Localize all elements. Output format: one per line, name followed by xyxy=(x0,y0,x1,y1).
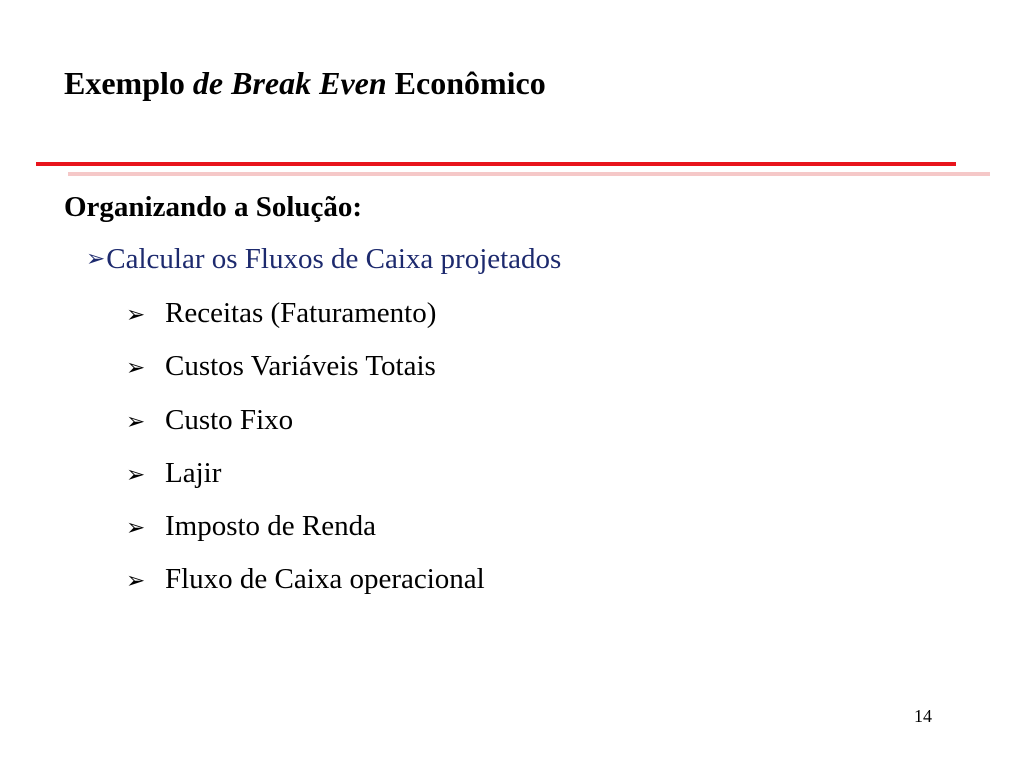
list-item-text: Fluxo de Caixa operacional xyxy=(165,563,485,596)
title-text-italic: de Break Even xyxy=(192,65,387,101)
title-divider xyxy=(36,162,956,166)
list-item-text: Imposto de Renda xyxy=(165,510,377,543)
level1-bullet-text: Calcular os Fluxos de Caixa projetados xyxy=(106,243,562,275)
arrow-bullet-icon: ➢ xyxy=(126,461,146,487)
list-item xyxy=(126,349,485,402)
list-item xyxy=(126,509,485,562)
arrow-bullet-icon: ➢ xyxy=(126,355,146,381)
section-heading: Organizando a Solução: xyxy=(64,191,363,223)
list-item-text: Lajir xyxy=(165,456,222,489)
arrow-bullet-icon: ➢ xyxy=(126,408,146,434)
level1-bullet-item xyxy=(86,242,561,277)
list-item-text: Custos Variáveis Totais xyxy=(165,350,436,383)
list-item xyxy=(126,296,485,349)
title-text-end: Econômico xyxy=(386,65,546,101)
arrow-bullet-icon: ➢ xyxy=(126,515,146,541)
title-divider-shadow xyxy=(68,172,990,176)
list-item xyxy=(126,456,485,509)
list-item-text: Receitas (Faturamento) xyxy=(165,297,437,329)
sub-bullet-list xyxy=(126,296,485,616)
arrow-bullet-icon: ➢ xyxy=(126,302,146,327)
slide-title xyxy=(64,64,546,102)
list-item-text: Custo Fixo xyxy=(165,403,294,436)
title-text-start: Exemplo xyxy=(64,65,193,101)
list-item xyxy=(126,403,485,456)
page-number: 14 xyxy=(914,706,932,726)
list-item xyxy=(126,562,485,615)
arrow-bullet-icon: ➢ xyxy=(126,568,146,594)
arrow-bullet-icon: ➢ xyxy=(86,246,106,271)
